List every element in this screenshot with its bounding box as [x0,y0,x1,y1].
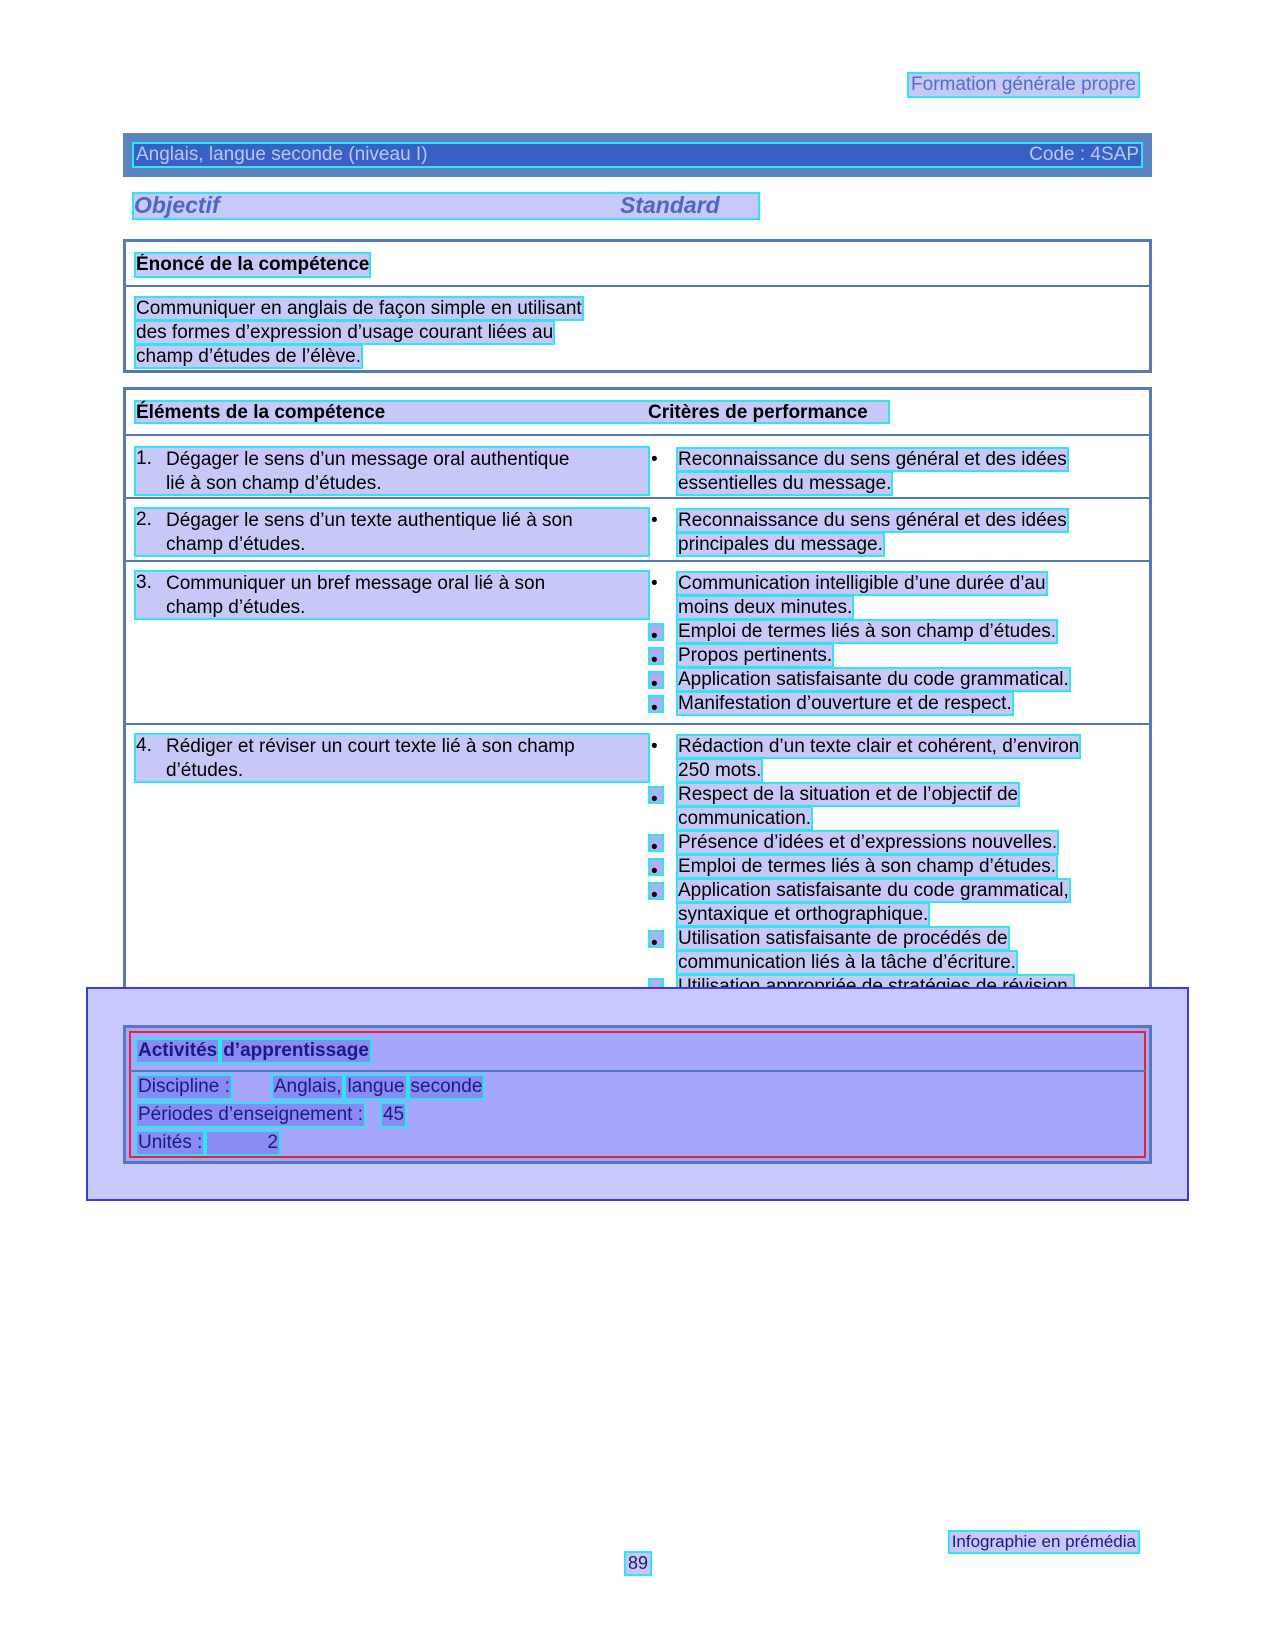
list-item: • Application satisfaisante du code grammatical, syntaxique et orthographique. [648,879,1128,927]
table-row: 4. Rédiger et réviser un court texte lié à son champ d’études. Rédaction d’un texte clair et cohérent, d’environ 250 mots. • Respect de la situation et de l’objectif de communication. • Présence d’idées et d’expressions nouvelles. • Emploi de termes liés à son champ d’études. • Application satisfaisante du code grammatical, syntaxique et orthographique. • Utilisation satisfaisante de procédés de communication liés à la tâche d’écriture. • [126,725,1149,1008]
elements-heading: Éléments de la compétence [136,402,386,423]
objective-standard-row [134,194,758,218]
learning-activities-box [123,1025,1152,1164]
table-row: 3. Communiquer un bref message oral lié à son champ d’études. Communication intelligible d’une durée d’au moins deux minutes. • Emploi de termes liés à son champ d’études. • Propos pertinents. • Application satisfaisante du code grammatical. • Manifestation d’ouverture et de respect. [126,562,1149,725]
page-number: 89 [628,1553,649,1573]
table-row: 1. Dégager le sens d’un message oral authentique lié à son champ d’études. Reconnaissance du sens général et des idées essentielles du message. [126,436,1149,499]
list-item: • Emploi de termes liés à son champ d’études. [648,620,1128,644]
list-item: Reconnaissance du sens général et des idées principales du message. [678,510,1067,555]
list-item: • Propos pertinents. [648,644,1128,668]
course-name: Anglais, langue seconde (niveau I) [136,144,428,165]
list-item: • Manifestation d’ouverture et de respect. [648,692,1128,716]
competence-heading: Énoncé de la compétence [136,254,370,275]
program-footer: Infographie en prémédia [951,1532,1136,1551]
list-item: • Application satisfaisante du code grammatical. [648,668,1128,692]
periods-line: Périodes d’enseignement : 45 [138,1104,405,1125]
competence-statement-box [123,239,1152,373]
table-row: 2. Dégager le sens d’un texte authentique lié à son champ d’études. Reconnaissance du sens général et des idées principales du message. [126,499,1149,562]
list-item: Rédaction d’un texte clair et cohérent, d’environ 250 mots. [678,736,1080,781]
section-header: Formation générale propre [911,74,1136,95]
list-item: • Présence d’idées et d’expressions nouvelles. [648,831,1128,855]
table-header-row [126,390,1149,436]
competence-text: Communiquer en anglais de façon simple en utilisant des formes d’expression d’usage courant liées au champ d’études de l’élève. [136,298,582,367]
course-code: Code : 4SAP [1029,144,1139,165]
activities-heading: Activités d’apprentissage [138,1040,369,1061]
units-line: Unités : 2 [138,1132,278,1153]
list-item: Communication intelligible d’une durée d’au moins deux minutes. [678,573,1046,618]
course-title-bar [123,133,1152,177]
discipline-line: Discipline : Anglais, langue seconde [138,1076,483,1097]
elements-criteria-table [123,387,1152,1009]
objective-label: Objectif [134,192,220,218]
list-item: Reconnaissance du sens général et des idées essentielles du message. [678,449,1067,494]
criteria-heading: Critères de performance [648,402,868,423]
list-item: • Utilisation satisfaisante de procédés de communication liés à la tâche d’écriture. [648,927,1128,975]
list-item: • Emploi de termes liés à son champ d’études. [648,855,1128,879]
list-item: • Respect de la situation et de l’objectif de communication. [648,783,1128,831]
standard-label: Standard [620,192,720,218]
